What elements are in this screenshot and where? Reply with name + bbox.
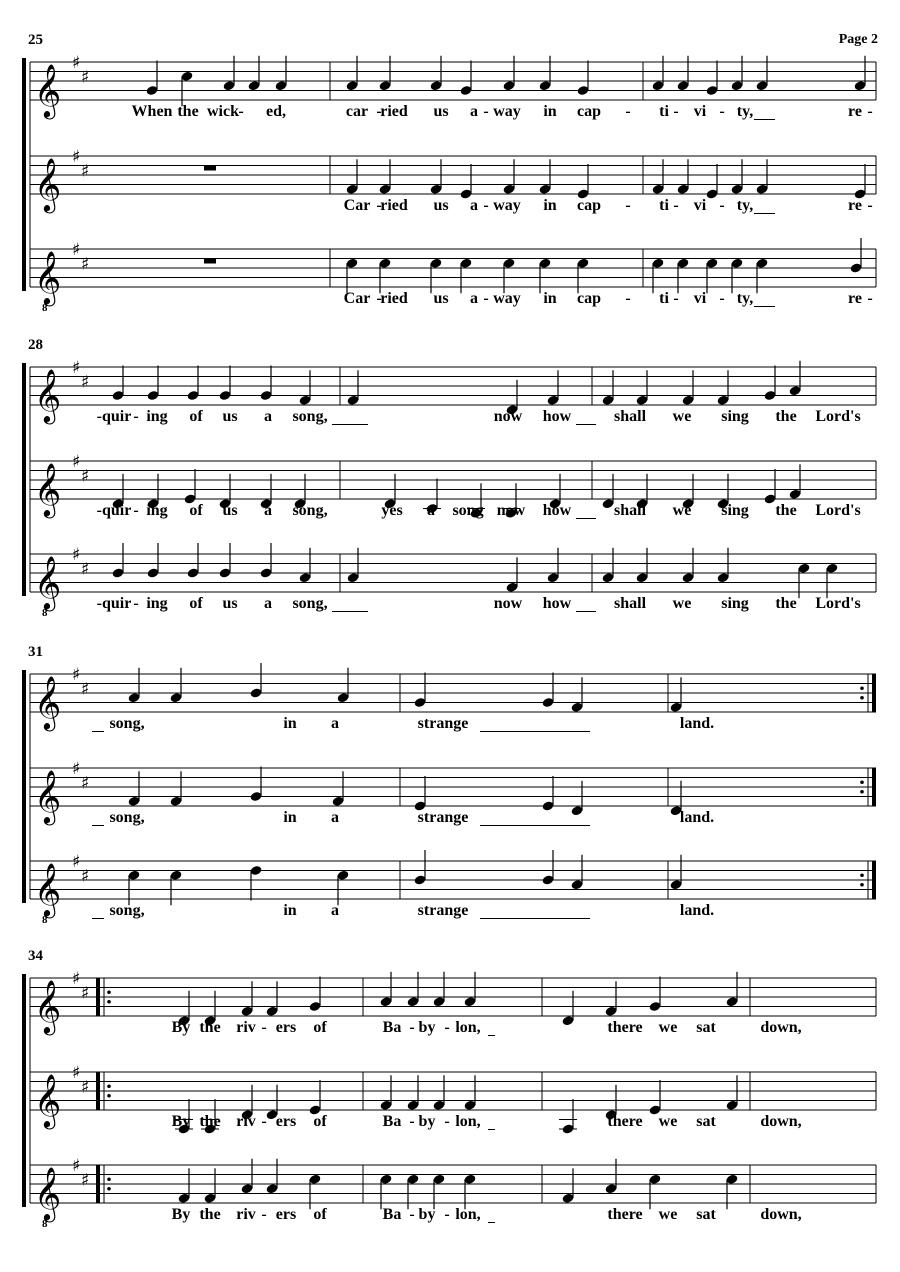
lyric-syllable: riv — [236, 1113, 256, 1130]
treble-clef-icon: 𝄞 — [34, 675, 62, 729]
lyric-syllable: us — [433, 103, 449, 120]
lyric-syllable: in — [283, 902, 297, 919]
sharp-icon: ♯ — [72, 1063, 81, 1083]
lyric-extender — [480, 918, 590, 919]
lyric-syllable: cap — [577, 103, 601, 120]
lyric-extender — [754, 213, 775, 214]
treble-clef-icon: 𝄞 — [34, 462, 62, 516]
treble-clef-icon: 𝄞 — [34, 1073, 62, 1127]
lyric-syllable: sat — [696, 1019, 716, 1036]
lyric-syllable: ti — [659, 197, 669, 214]
lyric-syllable: - — [261, 1019, 267, 1036]
lyric-syllable: we — [672, 502, 692, 519]
lyric-syllable: Lord's — [815, 595, 861, 612]
lyric-syllable: ried — [380, 290, 408, 307]
lyric-syllable: vi — [693, 103, 707, 120]
lyric-syllable: ers — [275, 1113, 297, 1130]
treble-clef-icon: 𝄞 — [34, 157, 62, 211]
treble-clef-icon: 𝄞 — [34, 555, 62, 609]
repeat-start-barline — [96, 1072, 100, 1110]
lyric-extender — [576, 518, 596, 519]
sharp-icon: ♯ — [81, 866, 90, 887]
lyric-extender — [576, 424, 596, 425]
lyric-syllable: the — [775, 408, 797, 425]
lyric-syllable: the — [199, 1206, 221, 1223]
page-number: Page 2 — [838, 32, 878, 47]
lyric-extender — [92, 918, 104, 919]
lyric-syllable: ers — [275, 1206, 297, 1223]
sharp-icon: ♯ — [81, 559, 90, 580]
lyric-syllable: us — [222, 502, 238, 519]
sharp-icon: ♯ — [81, 254, 90, 275]
lyric-syllable: Car — [343, 197, 371, 214]
lyric-syllable: ti — [659, 290, 669, 307]
lyric-extender — [92, 825, 104, 826]
lyric-syllable: ed, — [266, 103, 286, 120]
sharp-icon: ♯ — [72, 240, 81, 260]
treble-clef-icon: 𝄞 — [34, 862, 62, 916]
lyric-syllable: there — [607, 1019, 643, 1036]
lyric-syllable: - — [719, 290, 725, 307]
lyric-syllable: a — [427, 502, 435, 519]
lyric-syllable: cap — [577, 290, 601, 307]
lyric-syllable: by — [418, 1206, 436, 1223]
sharp-icon: ♯ — [81, 161, 90, 182]
lyric-syllable: Car — [343, 290, 371, 307]
lyric-syllable: song, — [109, 809, 145, 826]
lyric-syllable: ing — [146, 408, 168, 425]
measure-number: 31 — [28, 644, 43, 660]
sharp-icon: ♯ — [72, 969, 81, 989]
lyric-syllable: By — [171, 1019, 191, 1036]
lyric-syllable: riv — [236, 1019, 256, 1036]
treble-clef-icon: 𝄞 — [34, 979, 62, 1033]
repeat-start-barline — [96, 978, 100, 1016]
staff — [30, 969, 876, 1035]
lyric-syllable: way — [493, 290, 521, 307]
sharp-icon: ♯ — [72, 665, 81, 685]
lyric-syllable: sing — [721, 408, 749, 425]
sharp-icon: ♯ — [81, 773, 90, 794]
lyric-syllable: re — [848, 197, 862, 214]
lyric-syllable: - — [625, 197, 631, 214]
lyric-syllable: us — [433, 197, 449, 214]
lyric-syllable: - — [483, 197, 489, 214]
measure-number: 28 — [28, 337, 43, 353]
system-bracket — [22, 363, 26, 596]
lyric-syllable: strange — [417, 902, 469, 919]
lyric-syllable: - — [444, 1113, 450, 1130]
staff — [30, 1156, 876, 1230]
lyric-syllable: of — [189, 502, 203, 519]
lyric-syllable: strange — [417, 809, 469, 826]
lyric-syllable: the — [775, 502, 797, 519]
repeat-dot-icon — [860, 780, 864, 784]
lyric-syllable: we — [658, 1019, 678, 1036]
lyric-syllable: -quir — [96, 595, 132, 612]
lyric-syllable: ried — [380, 103, 408, 120]
lyric-syllable: us — [222, 595, 238, 612]
lyric-syllable: sat — [696, 1206, 716, 1223]
lyric-syllable: way — [493, 103, 521, 120]
lyric-syllable: -quir — [96, 502, 132, 519]
lyric-syllable: re — [848, 290, 862, 307]
lyric-syllable: ers — [275, 1019, 297, 1036]
lyric-syllable: of — [313, 1019, 327, 1036]
lyric-syllable: we — [658, 1113, 678, 1130]
lyric-syllable: - — [409, 1113, 415, 1130]
repeat-dot-icon — [107, 1177, 111, 1181]
measure-number: 25 — [28, 32, 43, 48]
octave-eight-icon: 8 — [42, 607, 48, 619]
lyric-syllable: - — [261, 1206, 267, 1223]
system-bracket — [22, 670, 26, 903]
lyric-syllable: we — [672, 408, 692, 425]
treble-clef-icon: 𝄞 — [34, 63, 62, 117]
lyric-syllable: land. — [679, 902, 715, 919]
lyric-syllable: by — [418, 1113, 436, 1130]
lyric-syllable: lon, — [455, 1113, 481, 1130]
sharp-icon: ♯ — [72, 852, 81, 872]
lyric-syllable: ty, — [736, 197, 754, 214]
lyric-syllable: sing — [721, 595, 749, 612]
lyric-syllable: song, — [109, 715, 145, 732]
sharp-icon: ♯ — [81, 466, 90, 487]
lyric-syllable: a — [470, 103, 478, 120]
lyric-syllable: - — [376, 103, 382, 120]
lyric-syllable: - — [867, 197, 873, 214]
lyric-syllable: - — [376, 197, 382, 214]
sharp-icon: ♯ — [81, 67, 90, 88]
lyric-extender — [754, 119, 775, 120]
lyric-syllable: how — [542, 408, 572, 425]
repeat-dot-icon — [860, 696, 864, 700]
lyric-syllable: there — [607, 1206, 643, 1223]
lyric-syllable: By — [171, 1113, 191, 1130]
staff — [30, 1063, 876, 1135]
lyric-syllable: - — [483, 290, 489, 307]
lyric-syllable: in — [543, 197, 557, 214]
lyric-syllable: riv — [236, 1206, 256, 1223]
sharp-icon: ♯ — [81, 679, 90, 700]
lyric-syllable: by — [418, 1019, 436, 1036]
lyric-syllable: - — [625, 103, 631, 120]
octave-eight-icon: 8 — [42, 1218, 48, 1230]
sharp-icon: ♯ — [72, 759, 81, 779]
lyric-syllable: - — [409, 1019, 415, 1036]
lyric-syllable: ing — [146, 502, 168, 519]
lyric-syllable: -quir — [96, 408, 132, 425]
lyric-syllable: wick — [207, 103, 239, 120]
lyric-syllable: strange — [417, 715, 469, 732]
lyric-syllable: land. — [679, 715, 715, 732]
lyric-syllable: - — [133, 408, 139, 425]
lyric-syllable: - — [133, 502, 139, 519]
sharp-icon: ♯ — [72, 1156, 81, 1176]
lyric-syllable: - — [673, 197, 679, 214]
lyric-extender — [332, 611, 368, 612]
sharp-icon: ♯ — [72, 545, 81, 565]
lyric-syllable: ty, — [736, 290, 754, 307]
octave-eight-icon: 8 — [42, 302, 48, 314]
lyric-extender — [488, 1129, 495, 1130]
lyric-syllable: yes — [381, 502, 403, 519]
repeat-dot-icon — [860, 883, 864, 887]
lyric-syllable: - — [444, 1019, 450, 1036]
lyric-syllable: a — [264, 408, 272, 425]
treble-clef-icon: 𝄞 — [34, 1166, 62, 1220]
lyric-syllable: of — [313, 1206, 327, 1223]
repeat-dot-icon — [107, 1187, 111, 1191]
sharp-icon: ♯ — [81, 1077, 90, 1098]
lyric-syllable: song, — [292, 502, 328, 519]
lyric-syllable: in — [543, 290, 557, 307]
lyric-syllable: the — [199, 1113, 221, 1130]
lyric-syllable: in — [543, 103, 557, 120]
lyric-syllable: cap — [577, 197, 601, 214]
lyric-syllable: - — [867, 103, 873, 120]
lyric-syllable: - — [719, 197, 725, 214]
final-barline — [872, 861, 876, 899]
lyric-syllable: Ba — [382, 1019, 402, 1036]
lyric-syllable: of — [313, 1113, 327, 1130]
treble-clef-icon: 𝄞 — [34, 368, 62, 422]
repeat-dot-icon — [107, 1094, 111, 1098]
lyric-syllable: - — [673, 103, 679, 120]
lyric-syllable: song, — [292, 408, 328, 425]
lyric-syllable: car — [345, 103, 369, 120]
repeat-dot-icon — [860, 873, 864, 877]
lyric-syllable: a — [331, 809, 339, 826]
lyric-syllable: When — [131, 103, 173, 120]
lyric-syllable: how — [542, 595, 572, 612]
system — [22, 663, 876, 926]
treble-clef-icon: 𝄞 — [34, 769, 62, 823]
lyric-syllable: vi — [693, 197, 707, 214]
lyric-syllable: shall — [613, 408, 647, 425]
lyric-syllable: song, — [292, 595, 328, 612]
lyric-syllable: song — [452, 502, 484, 519]
lyric-syllable: ti — [659, 103, 669, 120]
lyric-syllable: how — [542, 502, 572, 519]
sharp-icon: ♯ — [81, 983, 90, 1004]
system — [22, 53, 876, 314]
lyric-syllable: - — [444, 1206, 450, 1223]
sharp-icon: ♯ — [81, 372, 90, 393]
lyric-syllable: ty, — [736, 103, 754, 120]
lyric-syllable: song, — [109, 902, 145, 919]
lyric-syllable: vi — [693, 290, 707, 307]
lyric-syllable: now — [493, 408, 523, 425]
system — [22, 969, 876, 1230]
lyric-extender — [488, 1222, 495, 1223]
lyric-syllable: Ba — [382, 1206, 402, 1223]
repeat-dot-icon — [107, 990, 111, 994]
lyric-syllable: sing — [721, 502, 749, 519]
system-bracket — [22, 974, 26, 1207]
repeat-dot-icon — [107, 1000, 111, 1004]
lyric-syllable: down, — [760, 1019, 802, 1036]
lyric-syllable: - — [673, 290, 679, 307]
lyric-syllable: now — [493, 595, 523, 612]
lyric-extender — [576, 611, 596, 612]
repeat-dot-icon — [107, 1084, 111, 1088]
lyric-extender — [480, 825, 590, 826]
lyric-syllable: re — [848, 103, 862, 120]
final-barline — [872, 768, 876, 806]
lyric-syllable: in — [283, 809, 297, 826]
lyric-syllable: Ba — [382, 1113, 402, 1130]
lyric-syllable: - — [261, 1113, 267, 1130]
whole-rest-icon — [204, 259, 216, 264]
repeat-dot-icon — [860, 790, 864, 794]
lyric-syllable: we — [672, 595, 692, 612]
lyric-extender — [92, 731, 104, 732]
lyric-syllable: shall — [613, 502, 647, 519]
lyric-syllable: - — [409, 1206, 415, 1223]
lyric-syllable: Lord's — [815, 408, 861, 425]
lyric-syllable: - — [867, 290, 873, 307]
lyric-syllable: a — [264, 502, 272, 519]
lyric-syllable: sat — [696, 1113, 716, 1130]
lyric-syllable: in — [283, 715, 297, 732]
octave-eight-icon: 8 — [42, 914, 48, 926]
lyric-syllable: the — [199, 1019, 221, 1036]
lyric-syllable: the — [177, 103, 199, 120]
sharp-icon: ♯ — [72, 358, 81, 378]
sharp-icon: ♯ — [72, 147, 81, 167]
lyric-syllable: a — [264, 595, 272, 612]
lyric-syllable: a — [470, 290, 478, 307]
lyric-syllable: us — [433, 290, 449, 307]
lyric-syllable: Lord's — [815, 502, 861, 519]
lyric-syllable: down, — [760, 1113, 802, 1130]
lyric-syllable: of — [189, 408, 203, 425]
lyric-syllable: ing — [146, 595, 168, 612]
lyric-syllable: of — [189, 595, 203, 612]
lyric-syllable: - — [238, 103, 244, 120]
lyric-extender — [332, 424, 368, 425]
lyric-syllable: down, — [760, 1206, 802, 1223]
treble-clef-icon: 𝄞 — [34, 250, 62, 304]
lyric-syllable: us — [222, 408, 238, 425]
whole-rest-icon — [204, 166, 216, 171]
lyric-syllable: - — [376, 290, 382, 307]
lyric-extender — [754, 306, 775, 307]
lyric-syllable: there — [607, 1113, 643, 1130]
lyric-syllable: - — [625, 290, 631, 307]
repeat-start-barline — [96, 1165, 100, 1203]
lyric-syllable: way — [493, 197, 521, 214]
lyric-syllable: the — [775, 595, 797, 612]
sharp-icon: ♯ — [72, 53, 81, 73]
lyric-extender — [480, 731, 590, 732]
lyric-syllable: shall — [613, 595, 647, 612]
lyric-syllable: - — [719, 103, 725, 120]
sharp-icon: ♯ — [81, 1170, 90, 1191]
lyric-syllable: a — [331, 715, 339, 732]
system-bracket — [22, 58, 26, 291]
lyric-syllable: ried — [380, 197, 408, 214]
final-barline — [872, 674, 876, 712]
measure-number: 34 — [28, 948, 43, 964]
lyric-syllable: now — [496, 502, 526, 519]
lyric-syllable: By — [171, 1206, 191, 1223]
lyric-syllable: land. — [679, 809, 715, 826]
lyric-syllable: - — [483, 103, 489, 120]
sharp-icon: ♯ — [72, 452, 81, 472]
system — [22, 358, 876, 619]
lyric-syllable: a — [470, 197, 478, 214]
lyric-syllable: a — [331, 902, 339, 919]
repeat-dot-icon — [860, 686, 864, 690]
lyric-syllable: we — [658, 1206, 678, 1223]
lyric-extender — [488, 1035, 495, 1036]
lyric-syllable: lon, — [455, 1206, 481, 1223]
lyric-syllable: lon, — [455, 1019, 481, 1036]
lyric-syllable: - — [133, 595, 139, 612]
